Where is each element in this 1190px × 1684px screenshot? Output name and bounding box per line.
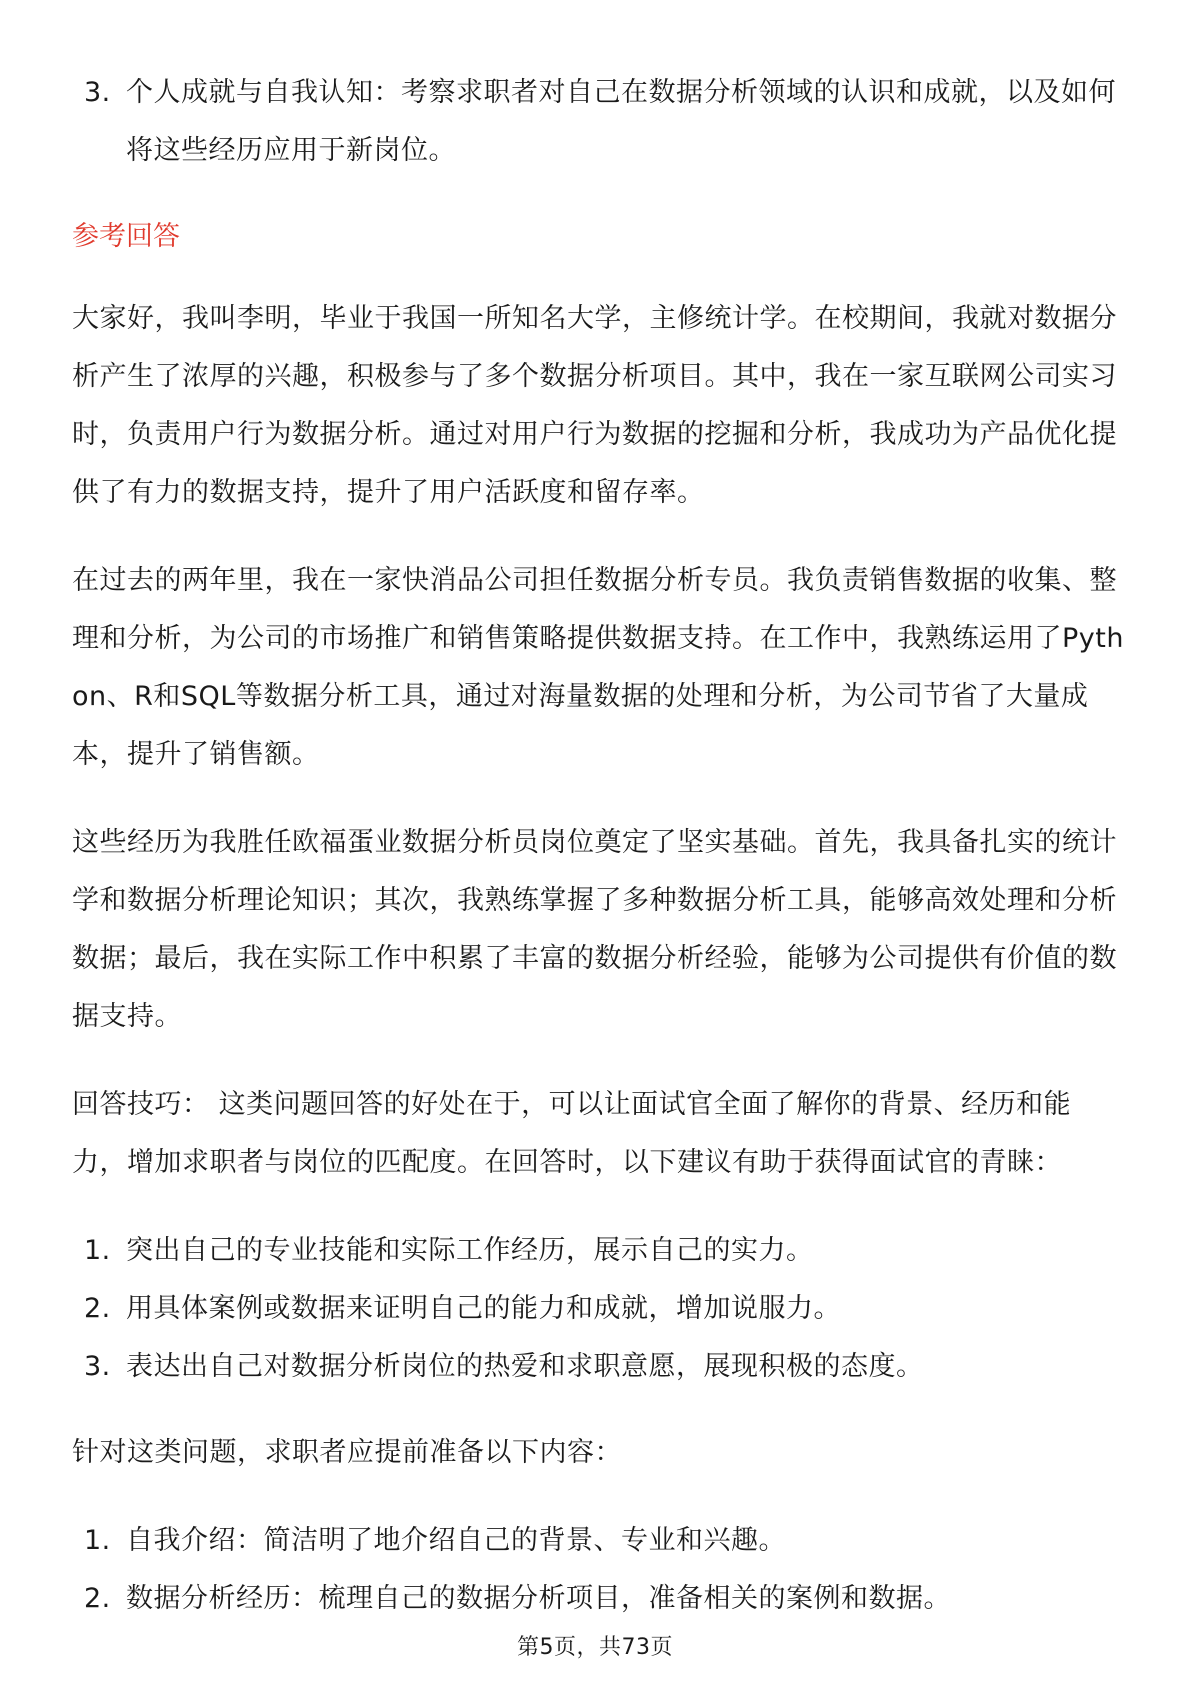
paragraph-intro: 大家好，我叫李明，毕业于我国一所知名大学，主修统计学。在校期间，我就对数据分析产生了浓厚的兴趣，积极参与了多个数据分析项目。其中，我在一家互联网公司实习时，负责用户行为数据分析。通过对用户行为数据的挖掘和分析，我成功为产品优化提供了有力的数据支持，提升了用户活跃度和留存率。: [72, 303, 1117, 508]
list-text: 表达出自己对数据分析岗位的热爱和求职意愿，展现积极的态度。: [126, 1351, 924, 1382]
intro-list: [72, 64, 1124, 180]
list-text: 个人成就与自我认知：考察求职者对自己在数据分析领域的认识和成就，以及如何将这些经历应用于新岗位。: [126, 77, 1116, 166]
list-number: 3.: [84, 77, 111, 108]
list-item: [72, 1222, 1124, 1280]
paragraph-qualification: 这些经历为我胜任欧福蛋业数据分析员岗位奠定了坚实基础。首先，我具备扎实的统计学和数据分析理论知识；其次，我熟练掌握了多种数据分析工具，能够高效处理和分析数据；最后，我在实际工作中积累了丰富的数据分析经验，能够为公司提供有价值的数据支持。: [72, 827, 1117, 1032]
list-item: [72, 1512, 1124, 1570]
page-content: [72, 64, 1124, 1656]
list-text: 用具体案例或数据来证明自己的能力和成就，增加说服力。: [126, 1293, 841, 1324]
list-item: [72, 1280, 1124, 1338]
paragraph-prep-intro: 针对这类问题，求职者应提前准备以下内容：: [72, 1437, 622, 1468]
list-number: 1.: [84, 1525, 111, 1556]
list-item: [72, 1338, 1124, 1396]
reference-heading: 参考回答: [72, 221, 180, 252]
list-number: 1.: [84, 1235, 111, 1266]
prep-list: [72, 1512, 1124, 1628]
list-item: [72, 1570, 1124, 1628]
list-number: 2.: [84, 1293, 111, 1324]
page-footer: 第5页，共73页: [517, 1635, 673, 1660]
tips-list: [72, 1222, 1124, 1396]
list-text: 数据分析经历：梳理自己的数据分析项目，准备相关的案例和数据。: [126, 1583, 951, 1614]
list-number: 2.: [84, 1583, 111, 1614]
list-number: 3.: [84, 1351, 111, 1382]
list-item: [72, 64, 1124, 180]
paragraph-experience: 在过去的两年里，我在一家快消品公司担任数据分析专员。我负责销售数据的收集、整理和分析，为公司的市场推广和销售策略提供数据支持。在工作中，我熟练运用了Python、R和SQL等数据分析工具，通过对海量数据的处理和分析，为公司节省了大量成本，提升了销售额。: [72, 565, 1124, 770]
paragraph-tips: 回答技巧： 这类问题回答的好处在于，可以让面试官全面了解你的背景、经历和能力，增加求职者与岗位的匹配度。在回答时，以下建议有助于获得面试官的青睐：: [72, 1089, 1072, 1178]
list-text: 突出自己的专业技能和实际工作经历，展示自己的实力。: [126, 1235, 814, 1266]
list-text: 自我介绍：简洁明了地介绍自己的背景、专业和兴趣。: [126, 1525, 786, 1556]
